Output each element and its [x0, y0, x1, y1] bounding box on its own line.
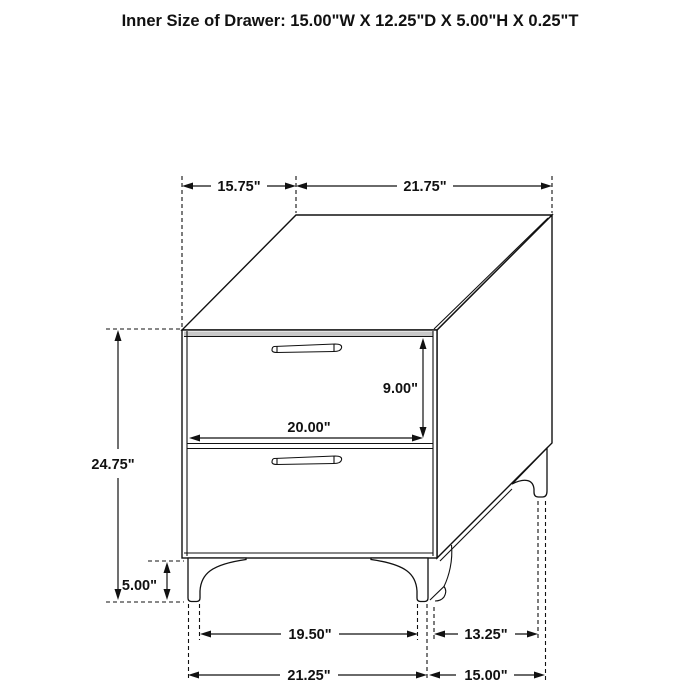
front-right-leg-side	[430, 587, 446, 602]
arrow	[115, 589, 122, 600]
label-drawer-width: 20.00"	[287, 420, 331, 436]
arrow	[434, 631, 445, 638]
arrow	[200, 631, 211, 638]
front-left-leg	[188, 558, 246, 602]
arrow	[188, 672, 199, 679]
top-rail-band	[184, 332, 433, 337]
label-front-feet-outer: 21.25"	[287, 668, 331, 684]
arrow	[285, 183, 296, 190]
nightstand-drawing	[182, 215, 552, 602]
front-right-leg	[371, 558, 428, 602]
front-right-leg-side-profile	[444, 545, 452, 587]
page-title: Inner Size of Drawer: 15.00"W X 12.25"D X 5.00"H X 0.25"T	[121, 12, 579, 30]
label-overall-height: 24.75"	[91, 457, 135, 473]
arrow	[164, 562, 171, 573]
arrow	[115, 330, 122, 341]
label-front-feet-inner: 19.50"	[288, 627, 332, 643]
arrow	[416, 672, 427, 679]
arrow	[534, 672, 545, 679]
label-leg-height: 5.00"	[121, 578, 157, 594]
arrow	[164, 589, 171, 600]
arrow	[541, 183, 552, 190]
label-side-feet-inner: 13.25"	[464, 627, 508, 643]
arrow	[429, 672, 440, 679]
arrow	[527, 631, 538, 638]
arrow	[296, 183, 307, 190]
arrow	[182, 183, 193, 190]
label-side-feet-outer: 15.00"	[464, 668, 508, 684]
arrow	[407, 631, 418, 638]
label-top-width: 21.75"	[403, 179, 447, 195]
label-drawer-height: 9.00"	[382, 381, 418, 397]
label-top-depth: 15.75"	[217, 179, 261, 195]
